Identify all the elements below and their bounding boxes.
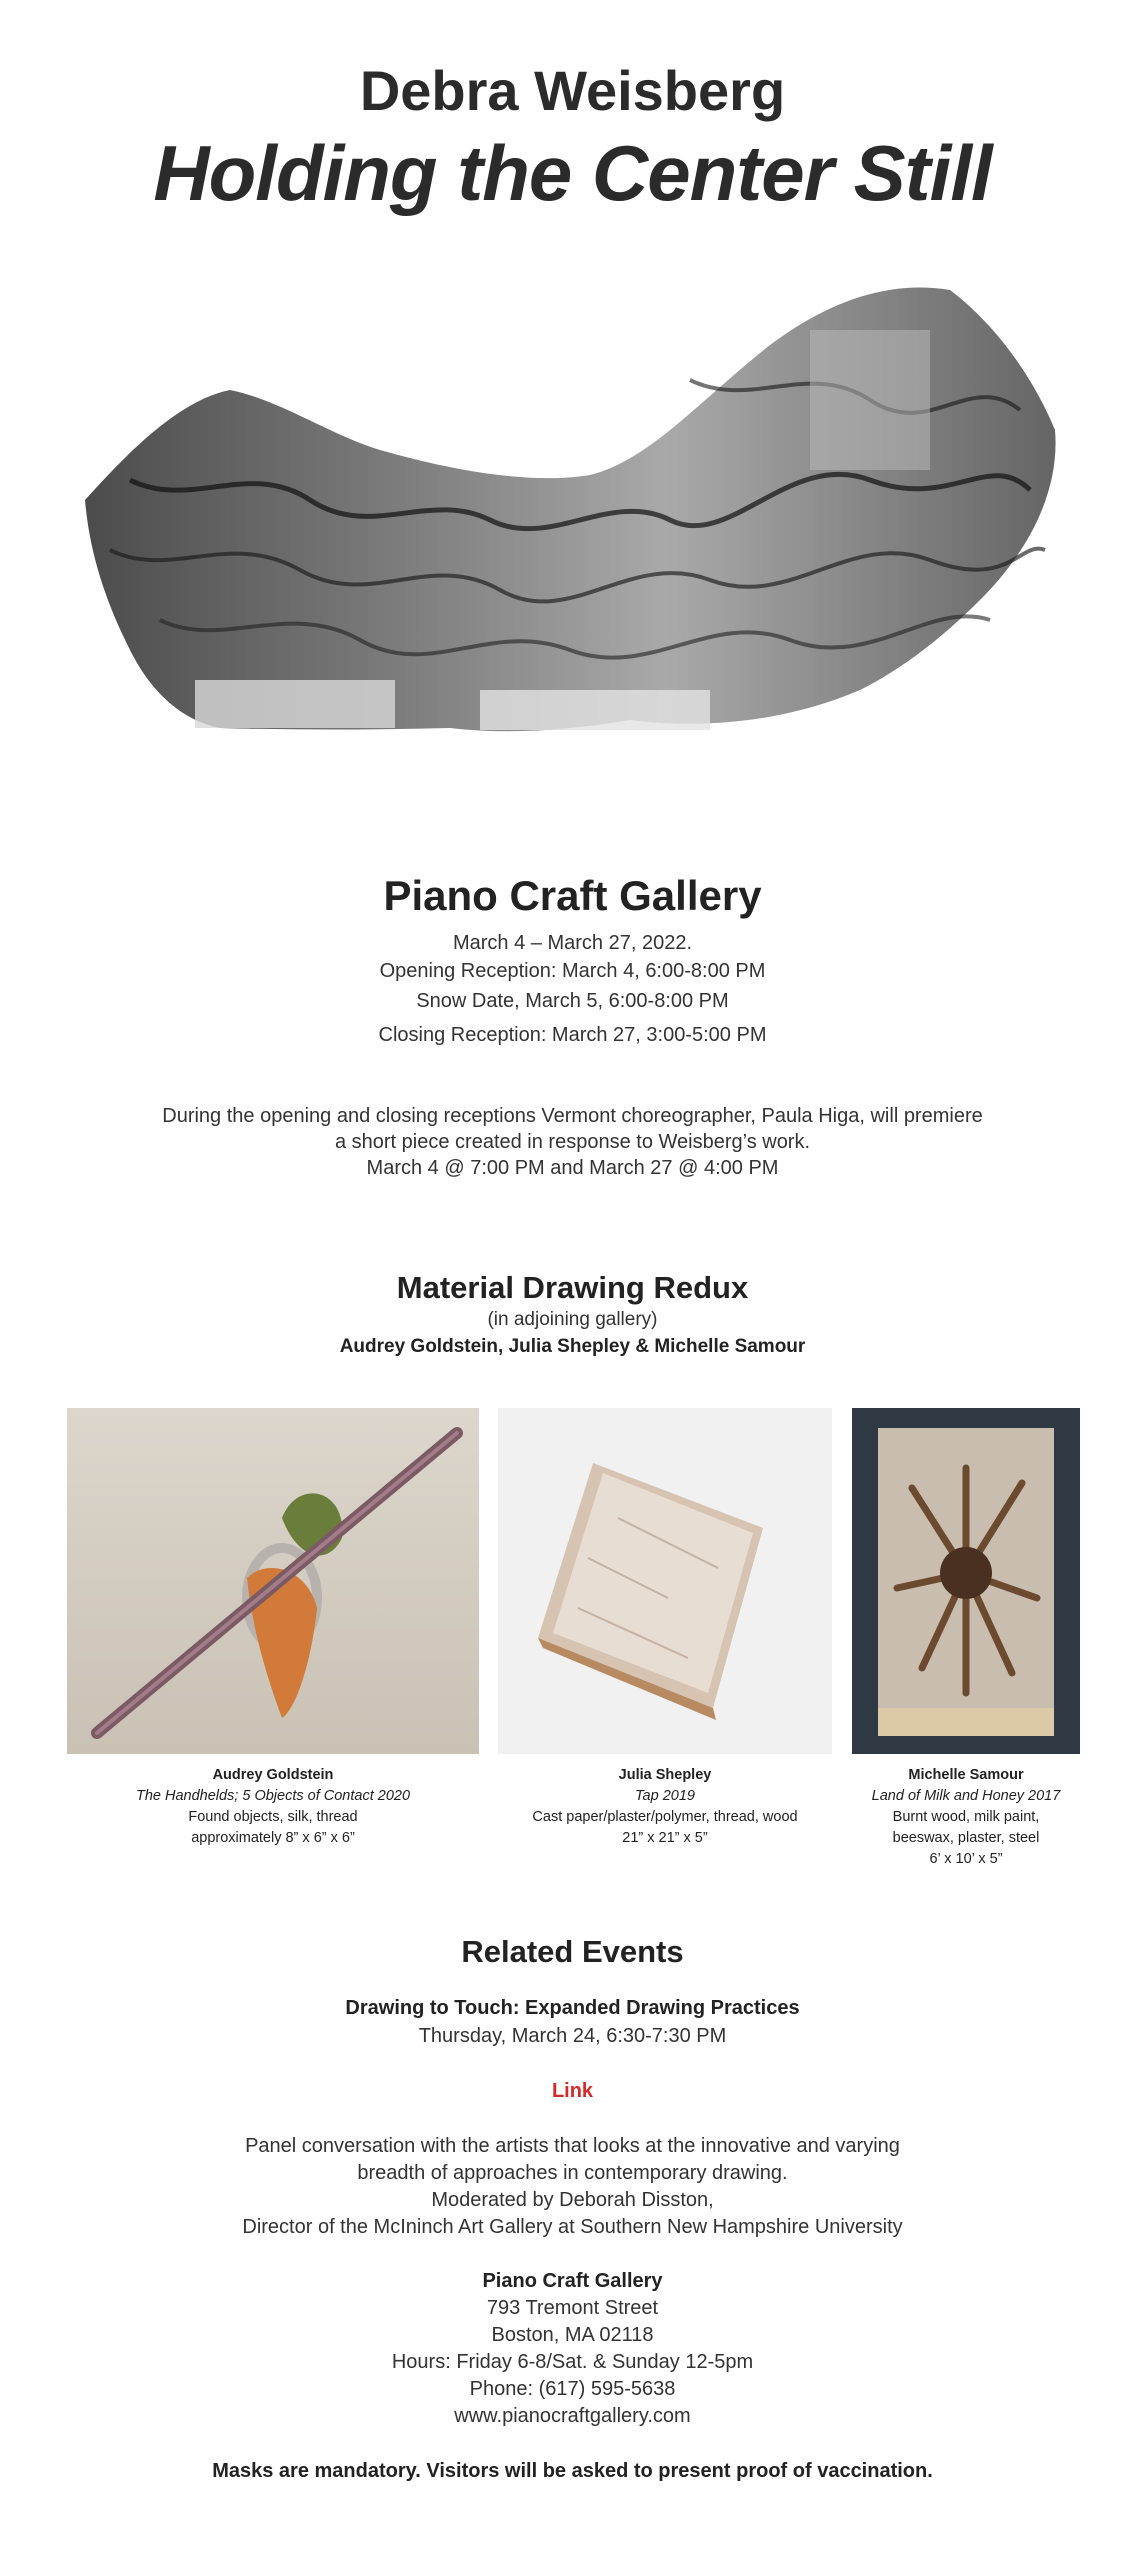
contact-hours: Hours: Friday 6-8/Sat. & Sunday 12-5pm — [391, 2351, 754, 2373]
exhibition-title: Holding the Center Still — [153, 129, 992, 217]
artwork-image-shepley — [498, 1408, 832, 1754]
caption-dimensions: 21” x 21” x 5” — [622, 1830, 708, 1846]
caption-dimensions: approximately 8” x 6” x 6” — [191, 1830, 355, 1846]
artwork-image-samour — [852, 1408, 1080, 1754]
covid-notice: Masks are mandatory. Visitors will be asked to present proof of vaccination. — [212, 2460, 933, 2482]
artwork-image-goldstein — [67, 1408, 479, 1754]
hero-artwork-image — [70, 250, 1070, 810]
caption-artist: Michelle Samour — [908, 1767, 1024, 1783]
caption-materials: Found objects, silk, thread — [188, 1809, 358, 1825]
companion-show-note: (in adjoining gallery) — [487, 1309, 658, 1330]
companion-show-title: Material Drawing Redux — [396, 1270, 749, 1305]
contact-website: www.pianocraftgallery.com — [454, 2405, 691, 2427]
contact-gallery-name: Piano Craft Gallery — [482, 2270, 663, 2292]
closing-reception: Closing Reception: March 27, 3:00-5:00 PM — [378, 1024, 767, 1046]
gallery-name: Piano Craft Gallery — [383, 872, 762, 919]
performance-text-line-2: a short piece created in response to Weisberg’s work. — [334, 1131, 811, 1153]
event-moderator-title: Director of the McIninch Art Gallery at Southern New Hampshire University — [242, 2216, 903, 2238]
artist-name: Debra Weisberg — [359, 59, 786, 122]
caption-materials: Cast paper/plaster/polymer, thread, wood — [532, 1809, 798, 1825]
caption-dimensions: 6’ x 10’ x 5” — [929, 1851, 1003, 1867]
caption-work-title: Tap 2019 — [635, 1788, 695, 1804]
contact-phone: Phone: (617) 595-5638 — [469, 2378, 676, 2400]
caption-materials: beeswax, plaster, steel — [892, 1830, 1040, 1846]
performance-text-line-1: During the opening and closing receptions Vermont choreographer, Paula Higa, will premiere — [162, 1105, 983, 1127]
contact-address-city: Boston, MA 02118 — [491, 2324, 654, 2346]
caption-work-title: Land of Milk and Honey 2017 — [871, 1788, 1061, 1804]
event-date: Thursday, March 24, 6:30-7:30 PM — [418, 2025, 727, 2047]
artwork-caption-goldstein — [67, 1765, 479, 1849]
caption-work-title: The Handhelds; 5 Objects of Contact 2020 — [135, 1788, 411, 1804]
related-events-heading: Related Events — [461, 1934, 684, 1969]
caption-artist: Audrey Goldstein — [212, 1767, 334, 1783]
opening-reception: Opening Reception: March 4, 6:00-8:00 PM — [379, 960, 766, 982]
snow-date: Snow Date, March 5, 6:00-8:00 PM — [416, 990, 729, 1012]
artwork-caption-samour — [852, 1765, 1080, 1870]
companion-show-artists: Audrey Goldstein, Julia Shepley & Michelle Samour — [339, 1336, 806, 1357]
event-title: Drawing to Touch: Expanded Drawing Practices — [345, 1997, 800, 2019]
event-description-line-1: Panel conversation with the artists that looks at the innovative and varying — [245, 2135, 900, 2157]
artwork-caption-shepley — [498, 1765, 832, 1849]
event-link[interactable]: Link — [551, 2080, 594, 2102]
exhibition-dates: March 4 – March 27, 2022. — [452, 932, 692, 954]
contact-address-street: 793 Tremont Street — [486, 2297, 659, 2319]
caption-materials: Burnt wood, milk paint, — [892, 1809, 1040, 1825]
event-description-line-2: breadth of approaches in contemporary drawing. — [357, 2162, 788, 2184]
event-moderator: Moderated by Deborah Disston, — [431, 2189, 714, 2211]
caption-artist: Julia Shepley — [618, 1767, 712, 1783]
performance-times: March 4 @ 7:00 PM and March 27 @ 4:00 PM — [366, 1157, 779, 1179]
